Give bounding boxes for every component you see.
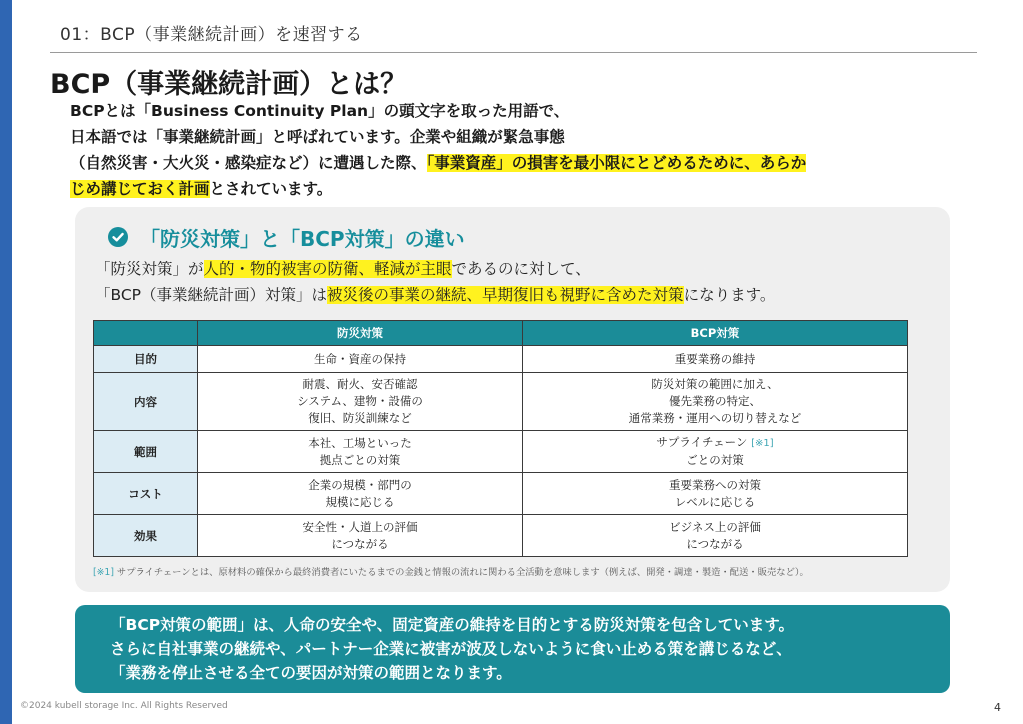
check-circle-icon [108, 227, 128, 247]
summary-line-3: 「業務を停止させる全ての要因が対策の範囲となります。 [110, 664, 512, 682]
intro-line-2: 日本語では「事業継続計画」と呼ばれています。企業や組織が緊急事態 [70, 128, 565, 146]
cell-text: サプライチェーン [656, 435, 752, 449]
table-row-cost [94, 473, 908, 515]
table-header-row [94, 321, 908, 346]
summary-line-1: 「BCP対策の範囲」は、人命の安全や、固定資産の維持を目的とする防災対策を包含しています。 [110, 616, 795, 634]
comparison-table [93, 320, 908, 557]
page-title: BCP（事業継続計画）とは？ [50, 69, 408, 100]
table-row-purpose [94, 346, 908, 373]
intro-line-3 [70, 150, 970, 176]
cell-text: システム、建物・設備の [297, 394, 423, 408]
table-row-effect [94, 515, 908, 557]
intro-line-4-plain: とされています。 [209, 180, 333, 198]
table-header-disaster: 防災対策 [198, 321, 523, 346]
bcp-cell [523, 431, 908, 473]
row-label: 内容 [94, 373, 198, 431]
cell-text: 防災対策の範囲に加え、 [651, 377, 779, 391]
row-label: コスト [94, 473, 198, 515]
left-accent-bar [0, 0, 12, 724]
table-header-corner [94, 321, 198, 346]
copyright: ©2024 kubell storage Inc. All Rights Reserved [20, 701, 228, 711]
disaster-cell [198, 473, 523, 515]
intro-paragraph [70, 98, 970, 202]
page-number: 4 [994, 701, 1001, 714]
comparison-description [95, 256, 945, 308]
comparison-highlight-1: 人的・物的被害の防衛、軽減が主眼 [203, 260, 452, 278]
row-label: 範囲 [94, 431, 198, 473]
intro-line-3-plain: （自然災害・大火災・感染症など）に遭遇した際、 [70, 154, 427, 172]
comparison-line-2-a: 「BCP（事業継続計画）対策」は [95, 286, 328, 304]
cell-text: 復旧、防災訓練など [308, 411, 412, 425]
comparison-line-1-b: であるのに対して、 [451, 260, 591, 278]
cell-text: 生命・資産の保持 [314, 351, 406, 366]
comparison-line-1-a: 「防災対策」が [95, 260, 204, 278]
comparison-line-2-b: になります。 [683, 286, 776, 304]
cell-text: ごとの対策 [686, 453, 744, 467]
cell-text: 安全性・人道上の評価 [302, 519, 418, 534]
cell-text: 重要業務への対策 [669, 477, 761, 492]
cell-text: 規模に応じる [325, 494, 395, 509]
intro-line-4 [70, 176, 970, 202]
cell-text: ビジネス上の評価 [669, 519, 761, 534]
footnote [93, 564, 809, 578]
cell-text: レベルに応じる [674, 494, 756, 509]
summary-box [75, 605, 950, 693]
cell-text: 耐震、耐火、安否確認 [302, 377, 418, 391]
comparison-heading [108, 222, 465, 252]
row-label: 目的 [94, 346, 198, 373]
footnote-ref: [※1] [93, 567, 114, 578]
table-row-content [94, 373, 908, 431]
comparison-heading-text: 「防災対策」と「BCP対策」の違い [140, 226, 465, 251]
disaster-cell [198, 346, 523, 373]
header-divider [50, 52, 977, 53]
cell-text: 優先業務の特定、 [669, 394, 761, 408]
cell-text: 通常業務・運用への切り替えなど [628, 411, 802, 425]
row-label: 効果 [94, 515, 198, 557]
disaster-cell [198, 431, 523, 473]
bcp-cell [523, 346, 908, 373]
footnote-text: サプライチェーンとは、原材料の確保から最終消費者にいたるまでの金銭と情報の流れに関わる全活動を意味します（例えば、開発・調達・製造・配送・販売など）。 [113, 567, 809, 578]
cell-text: につながる [331, 536, 389, 551]
cell-text: 企業の規模・部門の [308, 477, 412, 492]
disaster-cell [198, 373, 523, 431]
cell-text: 拠点ごとの対策 [319, 452, 401, 467]
intro-line-1: BCPとは「Business Continuity Plan」の頭文字を取った用語で、 [70, 102, 570, 120]
comparison-highlight-2: 被災後の事業の継続、早期復旧も視野に含めた対策 [327, 286, 684, 304]
cell-text: につながる [686, 536, 744, 551]
disaster-cell [198, 515, 523, 557]
footnote-ref: [※1] [751, 438, 774, 449]
table-row-scope [94, 431, 908, 473]
cell-text: 重要業務の維持 [674, 351, 756, 366]
comparison-line-2 [95, 282, 945, 308]
bcp-cell [523, 373, 908, 431]
comparison-line-1 [95, 256, 945, 282]
bcp-cell [523, 473, 908, 515]
intro-highlight-1: 「事業資産」の損害を最小限にとどめるために、あらか [426, 154, 807, 172]
cell-text-with-note [527, 434, 903, 452]
intro-highlight-2: じめ講じておく計画 [70, 180, 210, 198]
cell-text: 本社、工場といった [308, 435, 412, 450]
section-label: 01：BCP（事業継続計画）を速習する [60, 25, 363, 45]
table-header-bcp: BCP対策 [523, 321, 908, 346]
bcp-cell [523, 515, 908, 557]
summary-line-2: さらに自社事業の継続や、パートナー企業に被害が波及しないように食い止める策を講じるなど、 [110, 640, 792, 658]
